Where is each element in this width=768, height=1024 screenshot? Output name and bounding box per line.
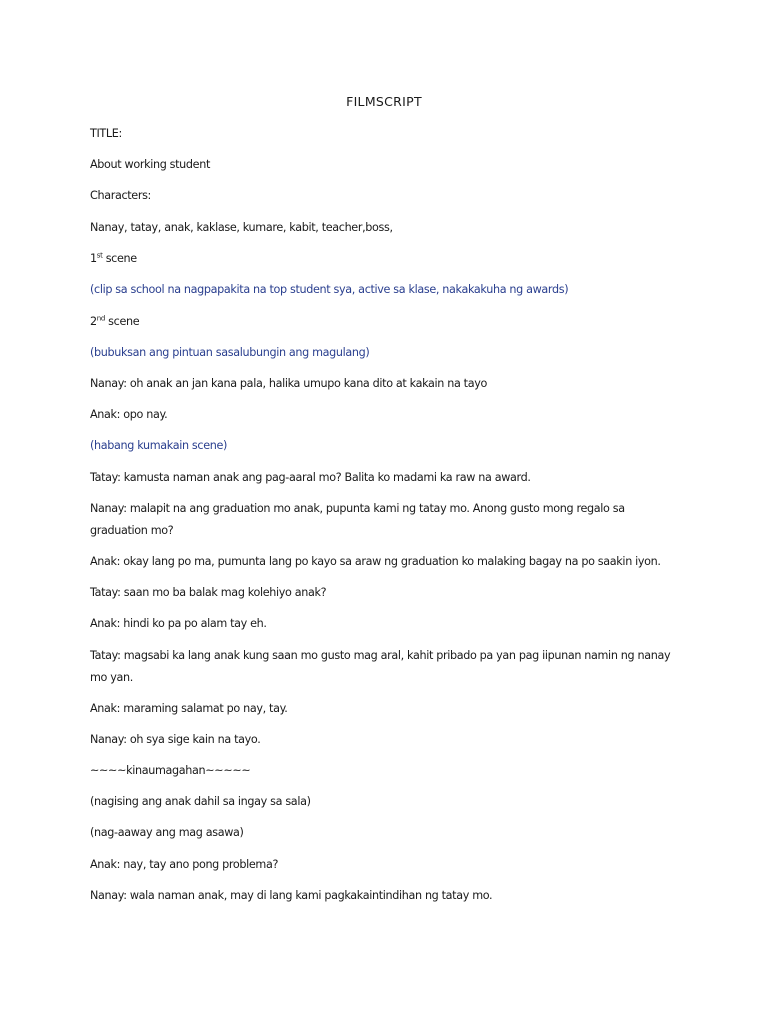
title-value: About working student [90,158,210,171]
scene-2-direction: (bubuksan ang pintuan sasalubungin ang magulang) [90,346,370,359]
characters-label: Characters: [90,189,151,202]
dialogue-line: Nanay: oh sya sige kain na tayo. [90,733,261,746]
scene-2-word: scene [104,315,140,328]
scene-1-direction: (clip sa school na nagpapakita na top student sya, active sa klase, nakakakuha ng awards) [90,283,569,296]
title-label: TITLE: [90,127,122,140]
dialogue-line: Tatay: magsabi ka lang anak kung saan mo gusto mag aral, kahit pribado pa yan pag iipunan namin ng nanay mo yan. [90,649,671,684]
scene-1-number: 1 [90,252,97,265]
dialogue-line: Anak: hindi ko pa po alam tay eh. [90,617,267,630]
scene-2-number: 2 [90,315,97,328]
dialogue-line: Anak: okay lang po ma, pumunta lang po kayo sa araw ng graduation ko malaking bagay na po saakin iyon. [90,555,661,568]
scene-separator: ~~~~kinaumagahan~~~~~ [90,764,251,777]
dialogue-line: Anak: nay, tay ano pong problema? [90,858,279,871]
characters-value: Nanay, tatay, anak, kaklase, kumare, kabit, teacher,boss, [90,221,393,234]
stage-direction: (habang kumakain scene) [90,439,228,452]
document-title: FILMSCRIPT [346,94,422,109]
stage-direction: (nagising ang anak dahil sa ingay sa sala) [90,795,311,808]
dialogue-line: Nanay: wala naman anak, may di lang kami pagkakaintindihan ng tatay mo. [90,889,493,902]
dialogue-line: Tatay: saan mo ba balak mag kolehiyo anak? [90,586,327,599]
scene-1-suffix: st [96,251,103,260]
scene-2-heading [90,311,680,333]
scene-1-word: scene [102,252,137,265]
scene-1-heading [90,248,680,270]
dialogue-line: Nanay: malapit na ang graduation mo anak, pupunta kami ng tatay mo. Anong gusto mong regalo sa graduation mo? [90,502,625,537]
dialogue-line: Nanay: oh anak an jan kana pala, halika umupo kana dito at kakain na tayo [90,377,487,390]
dialogue-line: Tatay: kamusta naman anak ang pag-aaral mo? Balita ko madami ka raw na award. [90,471,531,484]
stage-direction: (nag-aaway ang mag asawa) [90,826,244,839]
scene-2-suffix: nd [96,314,105,323]
dialogue-line: Anak: opo nay. [90,408,168,421]
dialogue-line: Anak: maraming salamat po nay, tay. [90,702,288,715]
